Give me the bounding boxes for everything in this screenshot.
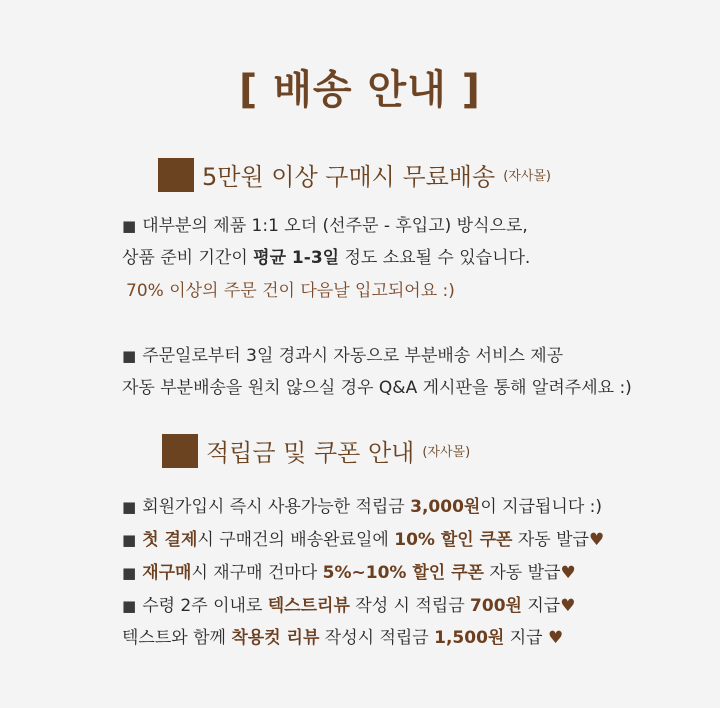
text: 대부분의 제품 1:1 오더 (선주문 - 후입고) 방식으로,: [142, 216, 528, 236]
square-bullet-icon: ■: [122, 597, 137, 615]
text: 이 지급됩니다 :): [480, 497, 603, 517]
points-heading: [162, 433, 470, 468]
square-bullet-icon: ■: [122, 347, 137, 365]
shipping-heading-note: (자사몰): [503, 169, 552, 184]
square-bullet-icon: ■: [122, 217, 137, 235]
square-bullet-icon: ■: [122, 564, 137, 582]
points-item-3: [122, 561, 576, 585]
highlight: 첫 결제: [142, 530, 198, 550]
highlight: 착용컷 리뷰: [231, 628, 320, 648]
points-heading-text: 적립금 및 쿠폰 안내: [206, 439, 415, 467]
text: 수령 2주 이내로: [142, 596, 268, 616]
page-title: [ 배송 안내 ]: [239, 67, 481, 113]
text: 지급: [504, 628, 548, 648]
text: 시 구매건의 배송완료일에: [197, 530, 395, 550]
text: 주문일로부터 3일 경과시 자동으로 부분배송 서비스 제공: [142, 346, 564, 366]
points-item-4: [122, 594, 575, 618]
highlight: 재구매: [142, 563, 192, 583]
shipping-p1-line3: 70% 이상의 주문 건이 다음날 입고되어요 :): [126, 281, 455, 301]
text: 자동 발급: [483, 563, 561, 583]
text: 자동 발급: [512, 530, 589, 550]
highlight: 1,500원: [434, 628, 505, 648]
highlight: 3,000원: [410, 497, 481, 517]
text: 정도 소요될 수 있습니다.: [339, 248, 531, 268]
points-item-1: [122, 495, 602, 519]
highlight: 5%~10% 할인 쿠폰: [322, 563, 484, 583]
text: 시 재구매 건마다: [191, 563, 323, 583]
highlight: 700원: [470, 596, 522, 616]
text: 지급: [521, 596, 561, 616]
heart-icon: ♥: [588, 530, 605, 550]
square-bullet-icon: [162, 434, 198, 468]
points-last-line: [122, 626, 563, 650]
highlight: 10% 할인 쿠폰: [394, 530, 513, 550]
points-heading-note: (자사몰): [422, 445, 471, 460]
square-bullet-icon: [158, 158, 194, 192]
text: 회원가입시 즉시 사용가능한 적립금: [142, 497, 411, 517]
shipping-p2-line1: [122, 344, 563, 368]
shipping-heading-text: 5만원 이상 구매시 무료배송: [202, 163, 496, 191]
square-bullet-icon: ■: [122, 531, 137, 549]
shipping-p1-line1: [122, 214, 528, 238]
text: 작성 시 적립금: [349, 596, 471, 616]
square-bullet-icon: ■: [122, 498, 137, 516]
heart-icon: ♥: [560, 563, 576, 583]
shipping-heading: [158, 157, 551, 192]
heart-icon: ♥: [560, 596, 576, 616]
shipping-p1-line2: [122, 246, 530, 270]
lead-time: 평균 1-3일: [253, 248, 340, 268]
shipping-p2-line2: 자동 부분배송을 원치 않으실 경우 Q&A 게시판을 통해 알려주세요 :): [122, 378, 632, 398]
text: 텍스트와 함께: [122, 628, 232, 648]
points-item-2: [122, 528, 604, 552]
heart-icon: ♥: [547, 628, 564, 648]
text: 작성시 적립금: [319, 628, 435, 648]
text: 상품 준비 기간이: [122, 248, 254, 268]
highlight: 텍스트리뷰: [267, 596, 350, 616]
